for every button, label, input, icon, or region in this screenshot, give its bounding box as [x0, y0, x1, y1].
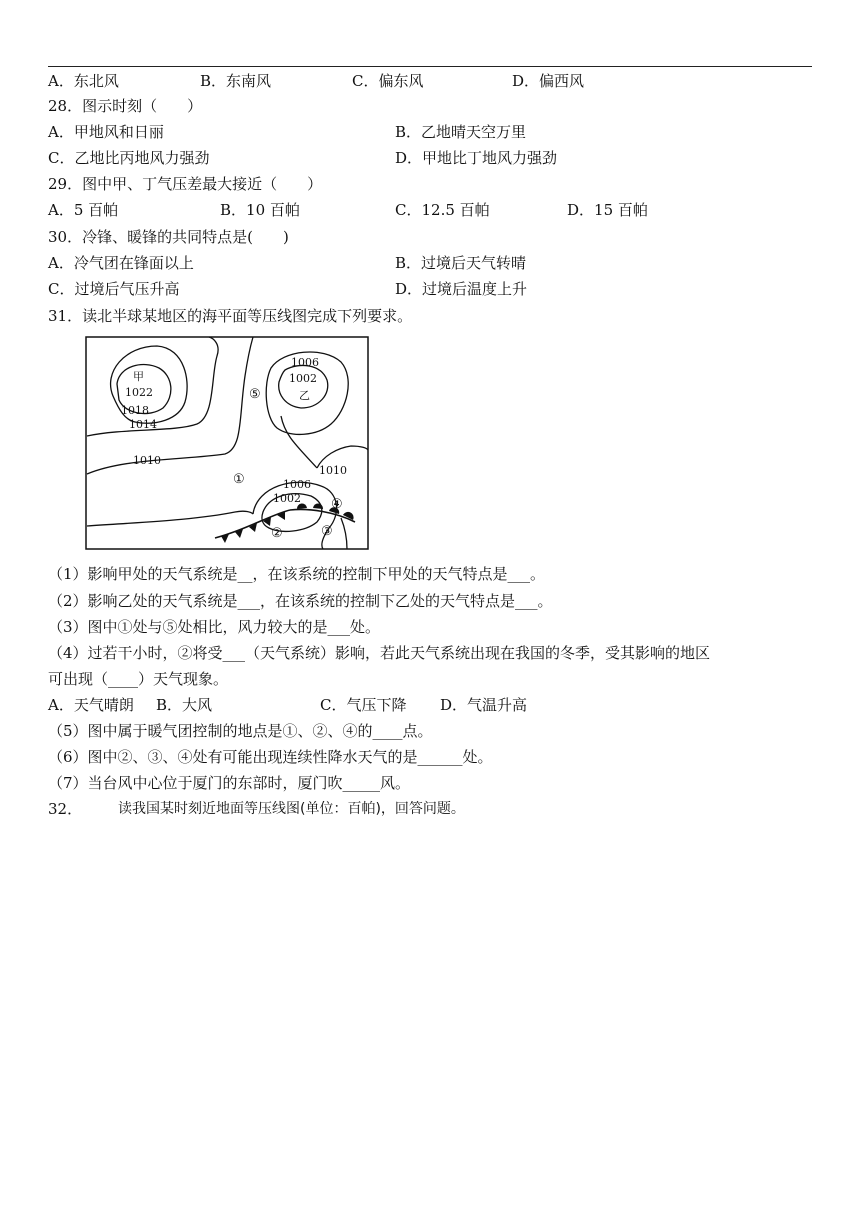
- q31-sub-5: （5）图中属于暖气团控制的地点是①、②、④的____点。: [48, 722, 433, 740]
- label-1018: 1018: [121, 404, 149, 417]
- q27-option-a: A．东北风: [48, 72, 119, 90]
- q31-sub4-option-a: A．天气晴朗: [48, 696, 134, 714]
- q28-option-b: B．乙地晴天空万里: [395, 123, 527, 141]
- q31-sub4-option-d: D．气温升高: [440, 696, 528, 714]
- label-point-4: ④: [331, 497, 343, 512]
- q31-sub-1: （1）影响甲处的天气系统是__，在该系统的控制下甲处的天气特点是___。: [48, 565, 546, 583]
- q27-option-b: B．东南风: [200, 72, 272, 90]
- q28-option-d: D．甲地比丁地风力强劲: [395, 149, 558, 167]
- q29-option-c: C．12.5 百帕: [395, 201, 490, 219]
- label-1022: 1022: [125, 386, 153, 399]
- label-point-2: ②: [271, 526, 283, 541]
- q29-option-d: D．15 百帕: [567, 201, 648, 219]
- q31-sub-6: （6）图中②、③、④处有可能出现连续性降水天气的是______处。: [48, 748, 493, 766]
- q31-sub-4: （4）过若干小时，②将受___（天气系统）影响，若此天气系统出现在我国的冬季，受其影响的地区: [48, 644, 711, 662]
- q31-stem: 31．读北半球某地区的海平面等压线图完成下列要求。: [48, 307, 413, 325]
- q31-sub-7: （7）当台风中心位于厦门的东部时，厦门吹_____风。: [48, 774, 411, 792]
- q29-option-b: B．10 百帕: [220, 201, 300, 219]
- q29-option-a: A．5 百帕: [48, 201, 119, 219]
- label-point-1: ①: [233, 472, 245, 487]
- label-1010-left: 1010: [133, 454, 161, 467]
- q31-sub4-option-b: B．大风: [156, 696, 213, 714]
- label-1010-right: 1010: [319, 464, 347, 477]
- q28-option-a: A．甲地风和日丽: [48, 123, 164, 141]
- q30-option-b: B．过境后天气转晴: [395, 254, 527, 272]
- q27-option-c: C．偏东风: [352, 72, 424, 90]
- q31-sub-2: （2）影响乙处的天气系统是___，在该系统的控制下乙处的天气特点是___。: [48, 592, 553, 610]
- q29-stem: 29．图中甲、丁气压差最大接近（ ）: [48, 175, 323, 193]
- label-jia: 甲: [133, 370, 144, 383]
- q28-option-c: C．乙地比丙地风力强劲: [48, 149, 210, 167]
- q27-option-d: D．偏西风: [512, 72, 585, 90]
- q30-stem: 30．冷锋、暖锋的共同特点是( ): [48, 228, 289, 246]
- q30-option-d: D．过境后温度上升: [395, 280, 528, 298]
- label-1002-low: 1002: [273, 492, 301, 505]
- q30-option-c: C．过境后气压升高: [48, 280, 180, 298]
- top-rule: [48, 66, 812, 67]
- label-1006-top: 1006: [291, 356, 319, 369]
- label-point-5: ⑤: [249, 387, 261, 402]
- label-1014: 1014: [129, 418, 157, 431]
- label-point-3: ③: [321, 524, 333, 539]
- q31-sub4-option-c: C．气压下降: [320, 696, 407, 714]
- q32-number: 32．: [48, 800, 83, 818]
- label-1006-low: 1006: [283, 478, 311, 491]
- q32-stem: 读我国某时刻近地面等压线图(单位：百帕)，回答问题。: [118, 801, 465, 817]
- isobar-map: [85, 336, 369, 550]
- q31-sub-3: （3）图中①处与⑤处相比，风力较大的是___处。: [48, 618, 381, 636]
- q28-stem: 28．图示时刻（ ）: [48, 97, 203, 115]
- label-1002-top: 1002: [289, 372, 317, 385]
- label-yi: 乙: [299, 389, 310, 402]
- q31-sub-4-cont: 可出现（____）天气现象。: [48, 670, 229, 688]
- q30-option-a: A．冷气团在锋面以上: [48, 254, 194, 272]
